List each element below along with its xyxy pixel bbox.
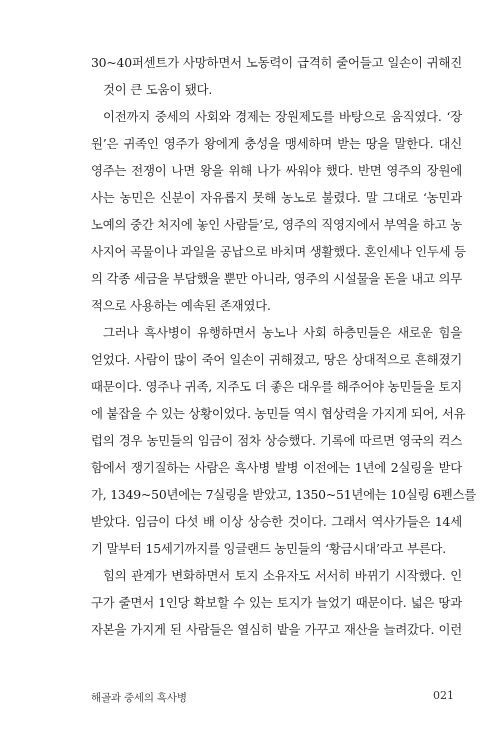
text-line: 노예의 중간 처지에 놓인 사람들’로, 영주의 직영지에서 부역을 하고 농 — [91, 217, 462, 232]
text-line: 것이 큰 도움이 됐다. — [103, 82, 213, 97]
text-line: 럽의 경우 농민들의 임금이 점차 상승했다. 기록에 따르면 영국의 컥스 — [91, 433, 462, 448]
text-line: 30~40퍼센트가 사망하면서 노동력이 급격히 줄어들고 일손이 귀해진 — [91, 55, 462, 70]
text-line: 원’은 귀족인 영주가 왕에게 충성을 맹세하며 받는 땅을 말한다. 대신 — [91, 136, 462, 151]
text-line: 자본을 가지게 된 사람들은 열심히 밭을 가꾸고 재산을 늘려갔다. 이런 — [91, 622, 462, 637]
text-line: 영주는 전쟁이 나면 왕을 위해 나가 싸워야 했다. 반면 영주의 장원에 — [91, 163, 462, 178]
text-line: 사는 농민은 신분이 자유롭지 못해 농노로 불렸다. 말 그대로 ‘농민과 — [91, 190, 462, 205]
body-text — [91, 49, 477, 643]
text-line: 가, 1349~50년에는 7실링을 받았고, 1350~51년에는 10실링 6펜스를 — [91, 487, 477, 502]
text-line: 구가 줄면서 1인당 확보할 수 있는 토지가 늘었기 때문이다. 넓은 땅과 — [91, 595, 462, 610]
text-line: 기 말부터 15세기까지를 잉글랜드 농민들의 ‘황금시대’라고 부른다. — [91, 541, 447, 556]
text-line: 사지어 곡물이나 과일을 공납으로 바치며 생활했다. 혼인세나 인두세 등 — [91, 244, 466, 259]
text-line: 받았다. 임금이 다섯 배 이상 상승한 것이다. 그래서 역사가들은 14세 — [91, 514, 462, 529]
paragraph-start-line: 이전까지 중세의 사회와 경제는 장원제도를 바탕으로 움직였다. ‘장 — [103, 109, 462, 124]
running-footer-title: 해골과 중세의 흑사병 — [91, 692, 187, 704]
text-line: 의 각종 세금을 부담했을 뿐만 아니라, 영주의 시설물을 돈을 내고 의무 — [91, 271, 462, 286]
text-line: 때문이다. 영주나 귀족, 지주도 더 좋은 대우를 해주어야 농민들을 토지 — [91, 379, 462, 394]
text-line: 에 붙잡을 수 있는 상황이었다. 농민들 역시 협상력을 가지게 되어, 서유 — [91, 406, 466, 421]
paragraph-start-line: 힘의 관계가 변화하면서 토지 소유자도 서서히 바뀌기 시작했다. 인 — [103, 568, 462, 583]
text-line: 함에서 쟁기질하는 사람은 흑사병 발병 이전에는 1년에 2실링을 받다 — [91, 460, 462, 475]
text-line: 적으로 사용하는 예속된 존재였다. — [91, 298, 271, 313]
paragraph-start-line: 그러나 흑사병이 유행하면서 농노나 사회 하층민들은 새로운 힘을 — [103, 325, 462, 340]
text-line: 얻었다. 사람이 많이 죽어 일손이 귀해졌고, 땅은 상대적으로 흔해졌기 — [91, 352, 462, 367]
page-number: 021 — [433, 689, 454, 702]
